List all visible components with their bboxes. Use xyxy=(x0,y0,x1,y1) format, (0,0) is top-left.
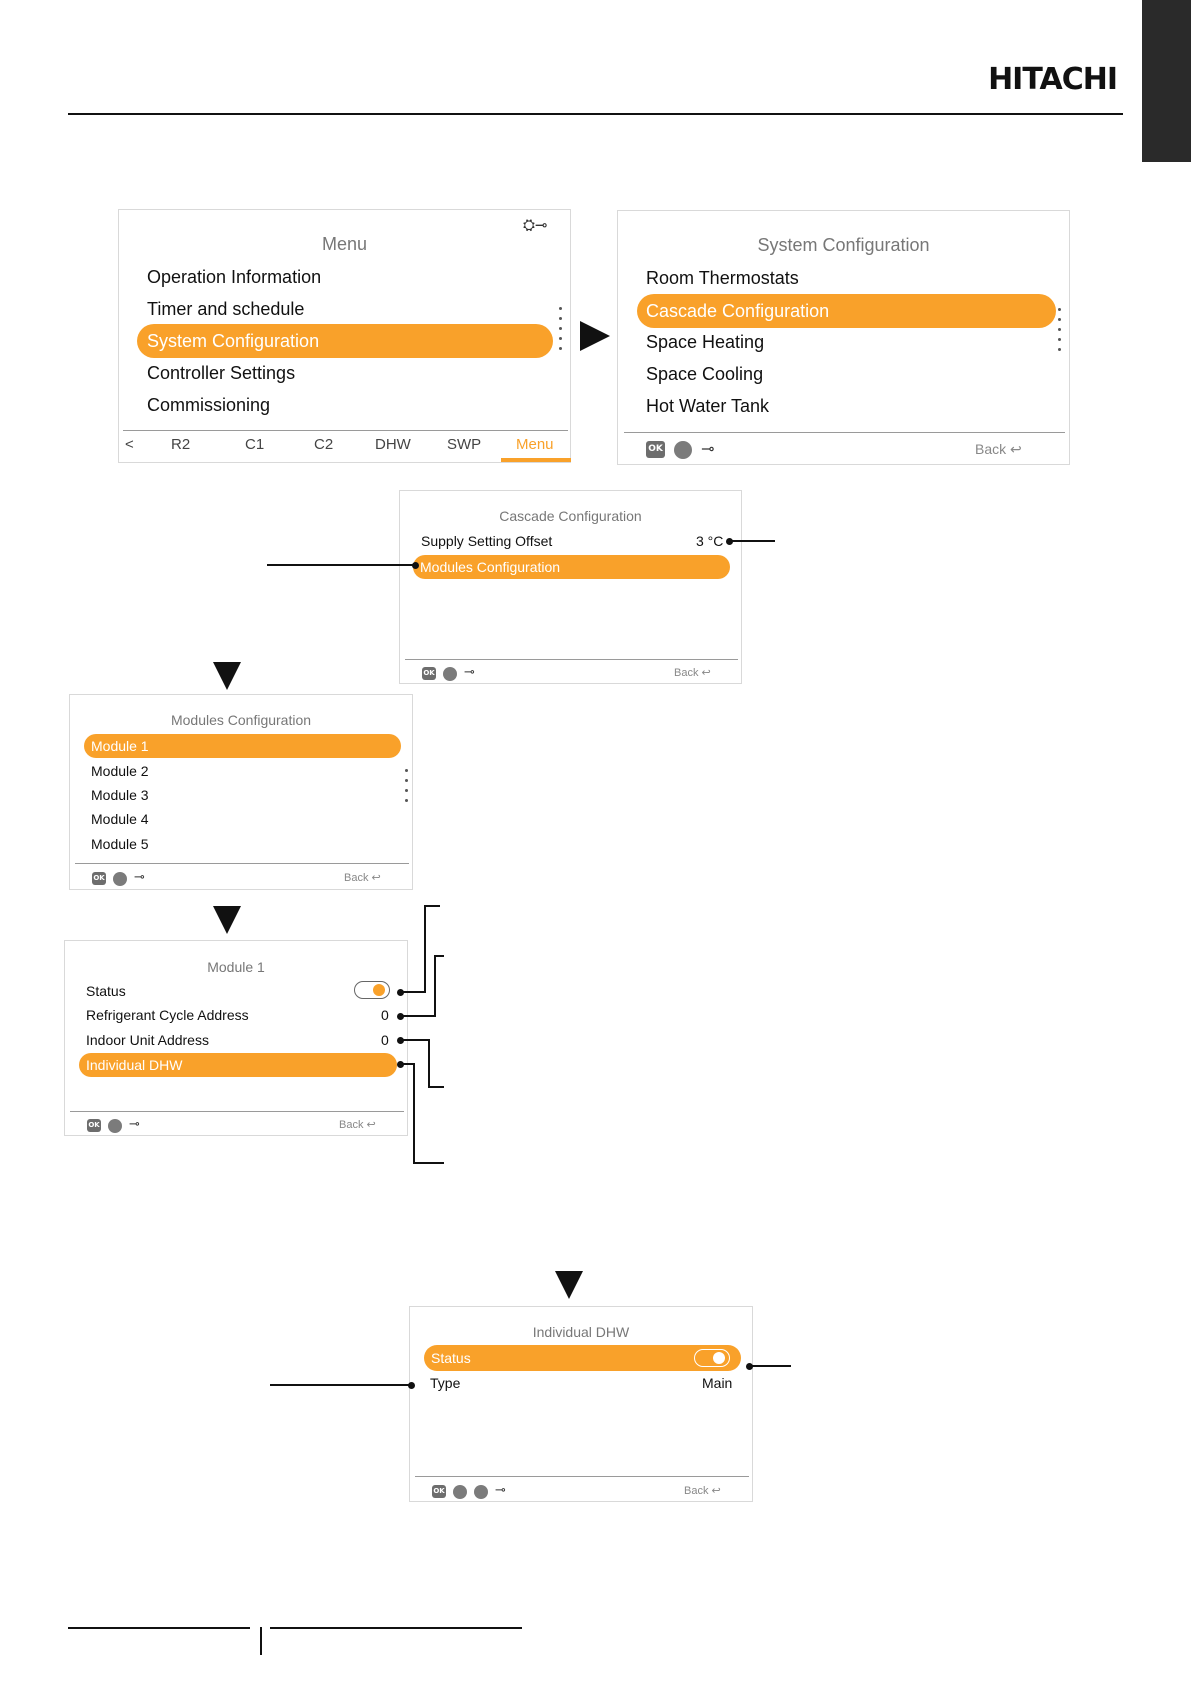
menu-title: Menu xyxy=(321,234,368,254)
callout-line xyxy=(434,955,436,1017)
scroll-indicator xyxy=(405,769,408,809)
menu-item-timer-schedule[interactable]: Timer and schedule xyxy=(147,299,305,319)
back-label: Back xyxy=(674,667,699,679)
back-arrow-icon: ↩ xyxy=(711,1485,721,1497)
tab-dhw[interactable]: DHW xyxy=(375,436,411,453)
toggle-knob xyxy=(373,984,385,996)
toggle-knob xyxy=(713,1352,725,1364)
sys-item-cascade-configuration[interactable] xyxy=(637,294,1056,328)
cascade-configuration-screen xyxy=(399,490,742,684)
dhw-status-toggle[interactable] xyxy=(694,1349,730,1367)
tab-r2[interactable]: R2 xyxy=(171,436,191,453)
callout-line xyxy=(732,540,775,542)
sys-item-room-thermostats[interactable]: Room Thermostats xyxy=(646,268,799,288)
header-divider xyxy=(68,113,1123,115)
updown-nav-icon xyxy=(443,667,457,681)
callout-line xyxy=(428,1086,444,1088)
brand-logo: HITACHI xyxy=(988,62,1117,97)
tab-menu-underline xyxy=(501,458,571,462)
menu-item-system-configuration-label: System Configuration xyxy=(147,331,320,351)
supply-setting-offset-value: 3 °C xyxy=(696,533,724,549)
modules-configuration-label: Modules Configuration xyxy=(420,559,561,575)
modules-footer-separator xyxy=(75,863,409,864)
refrigerant-cycle-address-value: 0 xyxy=(381,1007,389,1023)
wrench-icon: ⊸ xyxy=(464,665,475,680)
module-footer-separator xyxy=(70,1111,404,1112)
ok-icon: OK xyxy=(87,1119,101,1132)
individual-dhw-label: Individual DHW xyxy=(86,1057,183,1073)
updown-nav-icon xyxy=(453,1485,467,1499)
back-button[interactable] xyxy=(674,666,711,679)
callout-line xyxy=(403,1039,430,1041)
ok-icon: OK xyxy=(646,441,665,458)
ok-icon: OK xyxy=(422,667,436,680)
individual-dhw-title: Individual DHW xyxy=(532,1324,630,1340)
cascade-footer-separator xyxy=(405,659,738,660)
sys-item-space-cooling[interactable]: Space Cooling xyxy=(646,364,764,384)
ok-icon: OK xyxy=(92,872,106,885)
back-arrow-icon: ↩ xyxy=(366,1119,376,1131)
ok-icon: OK xyxy=(432,1485,446,1498)
tab-c2[interactable]: C2 xyxy=(314,436,334,453)
updown-nav-icon xyxy=(674,441,692,459)
back-button[interactable] xyxy=(684,1484,721,1497)
callout-line xyxy=(403,1015,435,1017)
wrench-icon: ⊸ xyxy=(701,439,715,458)
arrow-down-icon xyxy=(213,662,241,690)
callout-line xyxy=(434,955,444,957)
back-button[interactable] xyxy=(344,871,381,884)
sys-item-cascade-configuration-label: Cascade Configuration xyxy=(646,301,830,321)
module-item-5[interactable]: Module 5 xyxy=(91,836,149,852)
module-status-toggle[interactable] xyxy=(354,981,390,999)
back-label: Back xyxy=(684,1485,709,1497)
wrench-icon: ⊸ xyxy=(495,1483,506,1498)
sys-item-space-heating[interactable]: Space Heating xyxy=(646,332,765,352)
callout-line xyxy=(403,991,425,993)
menu-screen xyxy=(118,209,571,463)
modules-configuration-item[interactable] xyxy=(413,555,730,579)
module-item-2[interactable]: Module 2 xyxy=(91,763,149,779)
callout-line xyxy=(752,1365,791,1367)
callout-line xyxy=(428,1039,430,1088)
back-label: Back xyxy=(975,441,1007,457)
menu-tab-separator xyxy=(123,430,568,431)
scroll-indicator xyxy=(1058,308,1061,358)
callout-line xyxy=(413,1063,415,1164)
dhw-type-value: Main xyxy=(702,1375,733,1391)
scroll-indicator xyxy=(559,307,562,357)
module-status-label: Status xyxy=(86,983,126,999)
menu-item-commissioning[interactable]: Commissioning xyxy=(147,395,271,415)
footer-tick xyxy=(260,1627,262,1655)
callout-dot xyxy=(408,1382,415,1389)
callout-line xyxy=(424,905,440,907)
arrow-right-icon xyxy=(580,321,610,351)
callout-line xyxy=(267,564,416,566)
callout-line xyxy=(424,905,426,993)
callout-line xyxy=(270,1384,411,1386)
module-1-screen xyxy=(64,940,408,1136)
callout-dot xyxy=(412,562,419,569)
system-configuration-title: System Configuration xyxy=(757,235,930,255)
wrench-icon: ⊸ xyxy=(134,870,145,885)
module-1-title: Module 1 xyxy=(207,959,265,975)
callout-line xyxy=(413,1162,444,1164)
back-button[interactable] xyxy=(339,1118,376,1131)
refrigerant-cycle-address-label[interactable]: Refrigerant Cycle Address xyxy=(86,1007,249,1023)
footer-rule xyxy=(270,1627,522,1629)
dhw-status-label: Status xyxy=(431,1350,471,1366)
dhw-type-label[interactable]: Type xyxy=(430,1375,461,1391)
module-item-1[interactable] xyxy=(84,734,401,758)
updown-nav-icon xyxy=(113,872,127,886)
updown-nav-icon xyxy=(108,1119,122,1133)
sys-footer-separator xyxy=(624,432,1065,433)
supply-setting-offset-label[interactable]: Supply Setting Offset xyxy=(421,533,553,549)
individual-dhw-item[interactable] xyxy=(79,1053,397,1077)
wrench-icon: ⊸ xyxy=(129,1117,140,1132)
back-label: Back xyxy=(339,1119,364,1131)
menu-item-system-configuration[interactable] xyxy=(137,324,553,358)
module-item-4[interactable]: Module 4 xyxy=(91,811,149,827)
back-arrow-icon: ↩ xyxy=(1010,441,1022,457)
back-button[interactable] xyxy=(975,441,1022,458)
back-arrow-icon: ↩ xyxy=(371,872,381,884)
menu-item-controller-settings[interactable]: Controller Settings xyxy=(147,363,296,383)
modules-configuration-screen xyxy=(69,694,413,890)
tab-prev[interactable]: < xyxy=(125,436,134,453)
module-item-1-label: Module 1 xyxy=(91,738,149,754)
tab-menu[interactable]: Menu xyxy=(516,436,554,453)
cascade-configuration-title: Cascade Configuration xyxy=(499,508,642,524)
individual-dhw-screen xyxy=(409,1306,753,1502)
system-configuration-screen xyxy=(617,210,1070,465)
back-arrow-icon: ↩ xyxy=(701,667,711,679)
status-icons: ⛭⊸ xyxy=(523,216,548,234)
side-tab-marker xyxy=(1142,0,1191,162)
tab-swp[interactable]: SWP xyxy=(447,436,482,453)
menu-item-operation-information[interactable]: Operation Information xyxy=(147,267,322,287)
back-label: Back xyxy=(344,872,369,884)
modules-configuration-title: Modules Configuration xyxy=(170,712,312,728)
arrow-down-icon xyxy=(213,906,241,934)
indoor-unit-address-label[interactable]: Indoor Unit Address xyxy=(86,1032,209,1048)
arrow-down-icon xyxy=(555,1271,583,1299)
sys-item-hot-water-tank[interactable]: Hot Water Tank xyxy=(646,396,770,416)
tab-c1[interactable]: C1 xyxy=(245,436,265,453)
dhw-footer-separator xyxy=(415,1476,749,1477)
leftright-nav-icon xyxy=(474,1485,488,1499)
module-item-3[interactable]: Module 3 xyxy=(91,787,149,803)
indoor-unit-address-value: 0 xyxy=(381,1032,389,1048)
footer-rule xyxy=(68,1627,250,1629)
dhw-status-row[interactable] xyxy=(424,1345,741,1371)
